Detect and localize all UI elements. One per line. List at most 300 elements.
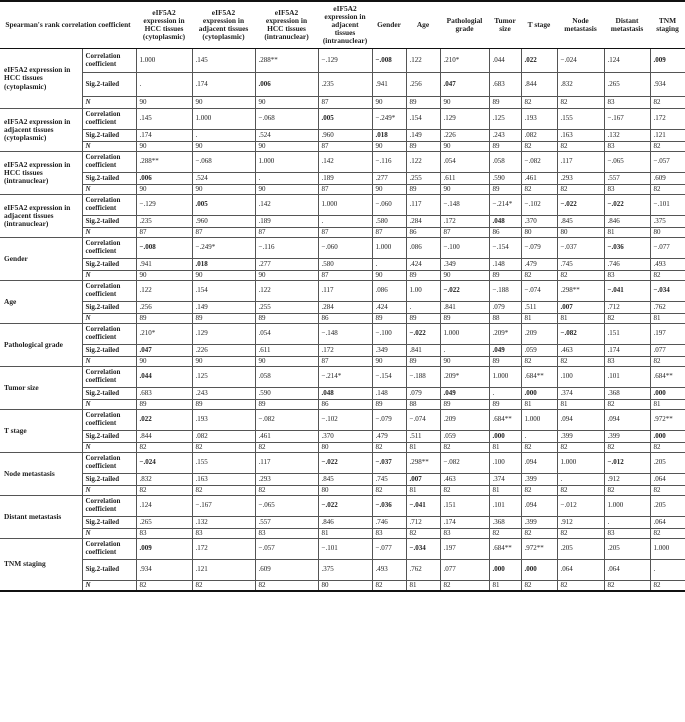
stat-value: 90 — [255, 357, 318, 367]
table-row — [0, 271, 685, 281]
stat-value: .256 — [406, 73, 440, 97]
stat-value: 1.000 — [192, 109, 255, 130]
stat-value: .197 — [650, 324, 685, 345]
stat-value: −.034 — [406, 539, 440, 560]
stat-value: .934 — [650, 73, 685, 97]
stat-value: .129 — [192, 324, 255, 345]
stat-value: 82 — [136, 581, 192, 592]
stat-value: .265 — [136, 517, 192, 529]
stat-value: −.074 — [406, 410, 440, 431]
stat-value: −.116 — [372, 152, 406, 173]
table-row — [0, 529, 685, 539]
stat-value: 82 — [557, 97, 604, 109]
stat-value: 82 — [650, 142, 685, 152]
stat-value: 80 — [557, 228, 604, 238]
row-variable-label: Distant metastasis — [0, 496, 82, 539]
row-variable-label: T stage — [0, 410, 82, 453]
stat-label: N — [82, 228, 136, 238]
stat-value: 83 — [372, 529, 406, 539]
stat-value: .094 — [521, 453, 557, 474]
stat-value: .155 — [557, 109, 604, 130]
stat-value: .142 — [318, 152, 372, 173]
stat-value: .424 — [406, 259, 440, 271]
stat-value: 87 — [192, 228, 255, 238]
stat-value: .077 — [650, 345, 685, 357]
stat-value: .059 — [440, 431, 489, 443]
stat-value: −.082 — [557, 324, 604, 345]
stat-value: .609 — [650, 173, 685, 185]
stat-value: .082 — [521, 130, 557, 142]
stat-value: .049 — [489, 345, 521, 357]
stat-value: .243 — [489, 130, 521, 142]
table-row — [0, 357, 685, 367]
stat-value: .121 — [192, 560, 255, 581]
stat-value: .524 — [192, 173, 255, 185]
stat-value: .154 — [406, 109, 440, 130]
stat-label: N — [82, 486, 136, 496]
stat-value: .210* — [440, 49, 489, 73]
stat-label: N — [82, 97, 136, 109]
stat-value: 87 — [318, 185, 372, 195]
stat-value: 82 — [521, 443, 557, 453]
stat-value: 82 — [255, 581, 318, 592]
stat-value: .077 — [440, 560, 489, 581]
stat-value: .972** — [521, 539, 557, 560]
stat-value: 82 — [192, 443, 255, 453]
stat-value: 89 — [372, 314, 406, 324]
row-variable-label: Pathological grade — [0, 324, 82, 367]
stat-label: Sig.2-tailed — [82, 517, 136, 529]
row-variable-label: eIF5A2 expression in adjacent tissues (cytoplasmic) — [0, 109, 82, 152]
stat-value: 83 — [604, 271, 650, 281]
stat-value: 82 — [650, 443, 685, 453]
stat-value: 90 — [255, 185, 318, 195]
table-row — [0, 324, 685, 345]
stat-value: .149 — [406, 130, 440, 142]
stat-value: . — [604, 517, 650, 529]
stat-label: Correlation coefficient — [82, 152, 136, 173]
stat-value: .189 — [255, 216, 318, 228]
stat-value: −.148 — [318, 324, 372, 345]
stat-value: −.129 — [318, 49, 372, 73]
stat-value: .226 — [192, 345, 255, 357]
stat-value: 80 — [650, 228, 685, 238]
stat-value: .841 — [440, 302, 489, 314]
stat-value: 87 — [318, 142, 372, 152]
stat-value: .009 — [136, 539, 192, 560]
stat-label: N — [82, 581, 136, 592]
stat-value: . — [372, 259, 406, 271]
stat-value: 81 — [489, 581, 521, 592]
stat-value: 82 — [650, 581, 685, 592]
stat-value: 82 — [557, 271, 604, 281]
stat-value: .479 — [521, 259, 557, 271]
stat-value: .745 — [372, 474, 406, 486]
stat-value: −.102 — [521, 195, 557, 216]
stat-value: .205 — [650, 496, 685, 517]
stat-value: −.057 — [650, 152, 685, 173]
stat-value: .205 — [604, 539, 650, 560]
stat-label: Correlation coefficient — [82, 49, 136, 73]
stat-value: 90 — [192, 357, 255, 367]
stat-value: −.012 — [604, 453, 650, 474]
stat-value: −.101 — [650, 195, 685, 216]
stat-value: .209* — [489, 324, 521, 345]
table-row — [0, 238, 685, 259]
table-row — [0, 560, 685, 581]
row-variable-label: eIF5A2 expression in adjacent tissues (intranuclear) — [0, 195, 82, 238]
stat-label: N — [82, 443, 136, 453]
stat-value: 1.00 — [406, 281, 440, 302]
stat-value: 81 — [604, 228, 650, 238]
stat-label: Sig.2-tailed — [82, 216, 136, 228]
stat-value: 89 — [406, 97, 440, 109]
stat-value: −.167 — [604, 109, 650, 130]
stat-value: .122 — [255, 281, 318, 302]
table-row — [0, 73, 685, 97]
row-variable-label: Age — [0, 281, 82, 324]
stat-value: 89 — [489, 357, 521, 367]
stat-value: .172 — [318, 345, 372, 357]
stat-label: Correlation coefficient — [82, 539, 136, 560]
stat-value: −.102 — [318, 410, 372, 431]
table-body — [0, 49, 685, 592]
stat-value: .000 — [521, 388, 557, 400]
stat-value: .557 — [604, 173, 650, 185]
stat-value: .912 — [604, 474, 650, 486]
stat-value: .000 — [489, 431, 521, 443]
stat-value: 90 — [136, 357, 192, 367]
stat-value: .712 — [604, 302, 650, 314]
stat-value: .205 — [650, 453, 685, 474]
stat-value: .524 — [255, 130, 318, 142]
stat-value: 90 — [136, 185, 192, 195]
stat-value: .277 — [255, 259, 318, 271]
stat-value: 1.000 — [604, 496, 650, 517]
stat-value: .293 — [557, 173, 604, 185]
stat-value: 90 — [192, 185, 255, 195]
stat-value: 90 — [136, 142, 192, 152]
stat-value: 80 — [318, 443, 372, 453]
stat-label: Sig.2-tailed — [82, 173, 136, 185]
stat-value: 83 — [604, 529, 650, 539]
stat-value: .058 — [255, 367, 318, 388]
table-row — [0, 517, 685, 529]
table-row — [0, 228, 685, 238]
stat-value: .100 — [557, 367, 604, 388]
stat-value: .121 — [650, 130, 685, 142]
stat-value: −.082 — [255, 410, 318, 431]
column-header: Node metastasis — [557, 1, 604, 49]
stat-label: Correlation coefficient — [82, 496, 136, 517]
stat-value: .172 — [192, 539, 255, 560]
stat-value: .493 — [650, 259, 685, 271]
stat-value: .590 — [489, 173, 521, 185]
stat-value: .611 — [255, 345, 318, 357]
table-row — [0, 109, 685, 130]
stat-value: .145 — [136, 109, 192, 130]
stat-value: .094 — [604, 410, 650, 431]
table-row — [0, 388, 685, 400]
stat-value: 82 — [650, 529, 685, 539]
column-header: eIF5A2 expression in HCC tissues (cytoplasmic) — [136, 1, 192, 49]
stat-value: .117 — [255, 453, 318, 474]
stat-value: 82 — [521, 142, 557, 152]
table-row — [0, 496, 685, 517]
stat-value: .461 — [521, 173, 557, 185]
stat-value: .007 — [557, 302, 604, 314]
column-header: TNM staging — [650, 1, 685, 49]
stat-value: 83 — [440, 529, 489, 539]
column-header: eIF5A2 expression in adjacent tissues (cytoplasmic) — [192, 1, 255, 49]
stat-value: .255 — [406, 173, 440, 185]
stat-value: .298** — [557, 281, 604, 302]
stat-value: .235 — [318, 73, 372, 97]
stat-value: 1.000 — [318, 195, 372, 216]
stat-value: .284 — [318, 302, 372, 314]
stat-value: .189 — [318, 173, 372, 185]
stat-value: .845 — [557, 216, 604, 228]
table-row — [0, 259, 685, 271]
stat-value: 82 — [650, 271, 685, 281]
stat-value: .155 — [192, 453, 255, 474]
stat-label: Correlation coefficient — [82, 410, 136, 431]
stat-value: .000 — [650, 388, 685, 400]
stat-value: −.082 — [521, 152, 557, 173]
stat-value: 1.000 — [521, 410, 557, 431]
stat-value: .064 — [650, 517, 685, 529]
table-row — [0, 410, 685, 431]
stat-value: .375 — [318, 560, 372, 581]
stat-value: 89 — [406, 185, 440, 195]
stat-value: 82 — [557, 185, 604, 195]
stat-value: 81 — [318, 529, 372, 539]
stat-value: .846 — [318, 517, 372, 529]
stat-label: Sig.2-tailed — [82, 302, 136, 314]
table-row — [0, 281, 685, 302]
stat-value: −.022 — [318, 496, 372, 517]
stat-label: N — [82, 400, 136, 410]
stat-value: .142 — [255, 195, 318, 216]
stat-value: 86 — [318, 314, 372, 324]
stat-label: Sig.2-tailed — [82, 73, 136, 97]
stat-value: 82 — [192, 486, 255, 496]
table-row — [0, 152, 685, 173]
table-row — [0, 400, 685, 410]
stat-value: .210* — [136, 324, 192, 345]
stat-value: 86 — [318, 400, 372, 410]
stat-value: .399 — [521, 474, 557, 486]
stat-value: .132 — [604, 130, 650, 142]
stat-value: 86 — [489, 228, 521, 238]
stat-value: −.022 — [557, 195, 604, 216]
stat-value: 82 — [557, 486, 604, 496]
stat-value: .005 — [192, 195, 255, 216]
stat-value: 82 — [521, 185, 557, 195]
stat-value: .298** — [406, 453, 440, 474]
stat-value: .912 — [557, 517, 604, 529]
table-row — [0, 367, 685, 388]
stat-value: 82 — [604, 486, 650, 496]
stat-value: .000 — [521, 560, 557, 581]
stat-label: N — [82, 529, 136, 539]
stat-value: .163 — [192, 474, 255, 486]
stat-value: 81 — [406, 486, 440, 496]
stat-value: −.082 — [440, 453, 489, 474]
stat-value: −.012 — [557, 496, 604, 517]
stat-value: .163 — [557, 130, 604, 142]
stat-value: .122 — [406, 152, 440, 173]
table-row — [0, 443, 685, 453]
table-row — [0, 142, 685, 152]
stat-value: .079 — [406, 388, 440, 400]
stat-value: .125 — [489, 109, 521, 130]
stat-value: 81 — [406, 443, 440, 453]
stat-value: .288** — [136, 152, 192, 173]
stat-value: 89 — [440, 400, 489, 410]
stat-value: −.034 — [650, 281, 685, 302]
stat-value: .193 — [192, 410, 255, 431]
stat-value: . — [136, 73, 192, 97]
header-row — [0, 1, 685, 49]
stat-value: .049 — [440, 388, 489, 400]
stat-value: 90 — [440, 142, 489, 152]
table-row — [0, 185, 685, 195]
stat-value: .941 — [136, 259, 192, 271]
stat-value: .174 — [440, 517, 489, 529]
stat-value: .197 — [440, 539, 489, 560]
stat-value: .122 — [136, 281, 192, 302]
column-header: Tumor size — [489, 1, 521, 49]
stat-label: N — [82, 185, 136, 195]
stat-value: .132 — [192, 517, 255, 529]
stat-value: .151 — [440, 496, 489, 517]
stat-value: 82 — [406, 529, 440, 539]
corner-label: Spearman's rank correlation coefficient — [0, 1, 136, 49]
stat-value: 90 — [192, 142, 255, 152]
stat-value: .048 — [489, 216, 521, 228]
row-variable-label: eIF5A2 expression in HCC tissues (intranuclear) — [0, 152, 82, 195]
stat-value: −.024 — [557, 49, 604, 73]
table-row — [0, 474, 685, 486]
stat-value: −.249* — [192, 238, 255, 259]
stat-value: .745 — [557, 259, 604, 271]
stat-value: −.077 — [650, 238, 685, 259]
stat-value: −.101 — [318, 539, 372, 560]
stat-value: .399 — [604, 431, 650, 443]
stat-value: 81 — [489, 443, 521, 453]
stat-value: .684** — [650, 367, 685, 388]
stat-value: 89 — [255, 314, 318, 324]
stat-value: .174 — [136, 130, 192, 142]
stat-value: 87 — [318, 271, 372, 281]
stat-value: .022 — [136, 410, 192, 431]
stat-value: 80 — [318, 581, 372, 592]
stat-value: −.065 — [604, 152, 650, 173]
stat-value: .293 — [255, 474, 318, 486]
stat-value: 88 — [489, 314, 521, 324]
stat-label: Sig.2-tailed — [82, 388, 136, 400]
stat-value: 82 — [136, 443, 192, 453]
stat-value: .684** — [489, 410, 521, 431]
stat-value: .399 — [521, 517, 557, 529]
stat-value: 89 — [136, 400, 192, 410]
stat-value: −.060 — [372, 195, 406, 216]
stat-value: −.249* — [372, 109, 406, 130]
stat-value: 82 — [557, 581, 604, 592]
stat-value: .762 — [650, 302, 685, 314]
stat-value: .463 — [557, 345, 604, 357]
stat-value: .172 — [440, 216, 489, 228]
stat-value: .375 — [650, 216, 685, 228]
stat-label: Sig.2-tailed — [82, 130, 136, 142]
stat-label: Sig.2-tailed — [82, 431, 136, 443]
stat-value: 81 — [489, 486, 521, 496]
stat-value: 90 — [372, 271, 406, 281]
stat-value: −.060 — [318, 238, 372, 259]
stat-value: .374 — [557, 388, 604, 400]
row-variable-label: Node metastasis — [0, 453, 82, 496]
stat-value: .374 — [489, 474, 521, 486]
stat-value: .086 — [372, 281, 406, 302]
stat-value: .117 — [318, 281, 372, 302]
stat-value: . — [521, 431, 557, 443]
stat-label: Correlation coefficient — [82, 238, 136, 259]
stat-value: 83 — [604, 185, 650, 195]
stat-value: .845 — [318, 474, 372, 486]
stat-value: .124 — [136, 496, 192, 517]
stat-value: 81 — [650, 400, 685, 410]
table-row — [0, 195, 685, 216]
stat-value: .277 — [372, 173, 406, 185]
stat-value: 90 — [372, 142, 406, 152]
stat-value: .235 — [136, 216, 192, 228]
stat-value: 82 — [557, 443, 604, 453]
stat-value: −.214* — [318, 367, 372, 388]
stat-value: .022 — [521, 49, 557, 73]
stat-value: 82 — [372, 581, 406, 592]
stat-value: −.148 — [440, 195, 489, 216]
stat-value: .941 — [372, 73, 406, 97]
stat-label: Sig.2-tailed — [82, 560, 136, 581]
stat-value: −.024 — [136, 453, 192, 474]
stat-value: 89 — [192, 314, 255, 324]
stat-value: .006 — [255, 73, 318, 97]
stat-value: −.036 — [372, 496, 406, 517]
stat-value: −.022 — [604, 195, 650, 216]
stat-value: 89 — [489, 142, 521, 152]
stat-value: . — [489, 388, 521, 400]
stat-value: −.129 — [136, 195, 192, 216]
stat-value: .145 — [192, 49, 255, 73]
row-variable-label: Tumor size — [0, 367, 82, 410]
stat-value: .255 — [255, 302, 318, 314]
stat-value: 83 — [604, 142, 650, 152]
stat-value: .399 — [557, 431, 604, 443]
stat-value: −.008 — [136, 238, 192, 259]
stat-label: Correlation coefficient — [82, 324, 136, 345]
stat-value: 87 — [318, 97, 372, 109]
column-header: Age — [406, 1, 440, 49]
stat-value: −.022 — [318, 453, 372, 474]
stat-value: 1.000 — [255, 152, 318, 173]
stat-value: .054 — [440, 152, 489, 173]
stat-value: 82 — [489, 529, 521, 539]
stat-value: 89 — [136, 314, 192, 324]
stat-value: 87 — [255, 228, 318, 238]
stat-value: 82 — [136, 486, 192, 496]
stat-value: 87 — [136, 228, 192, 238]
